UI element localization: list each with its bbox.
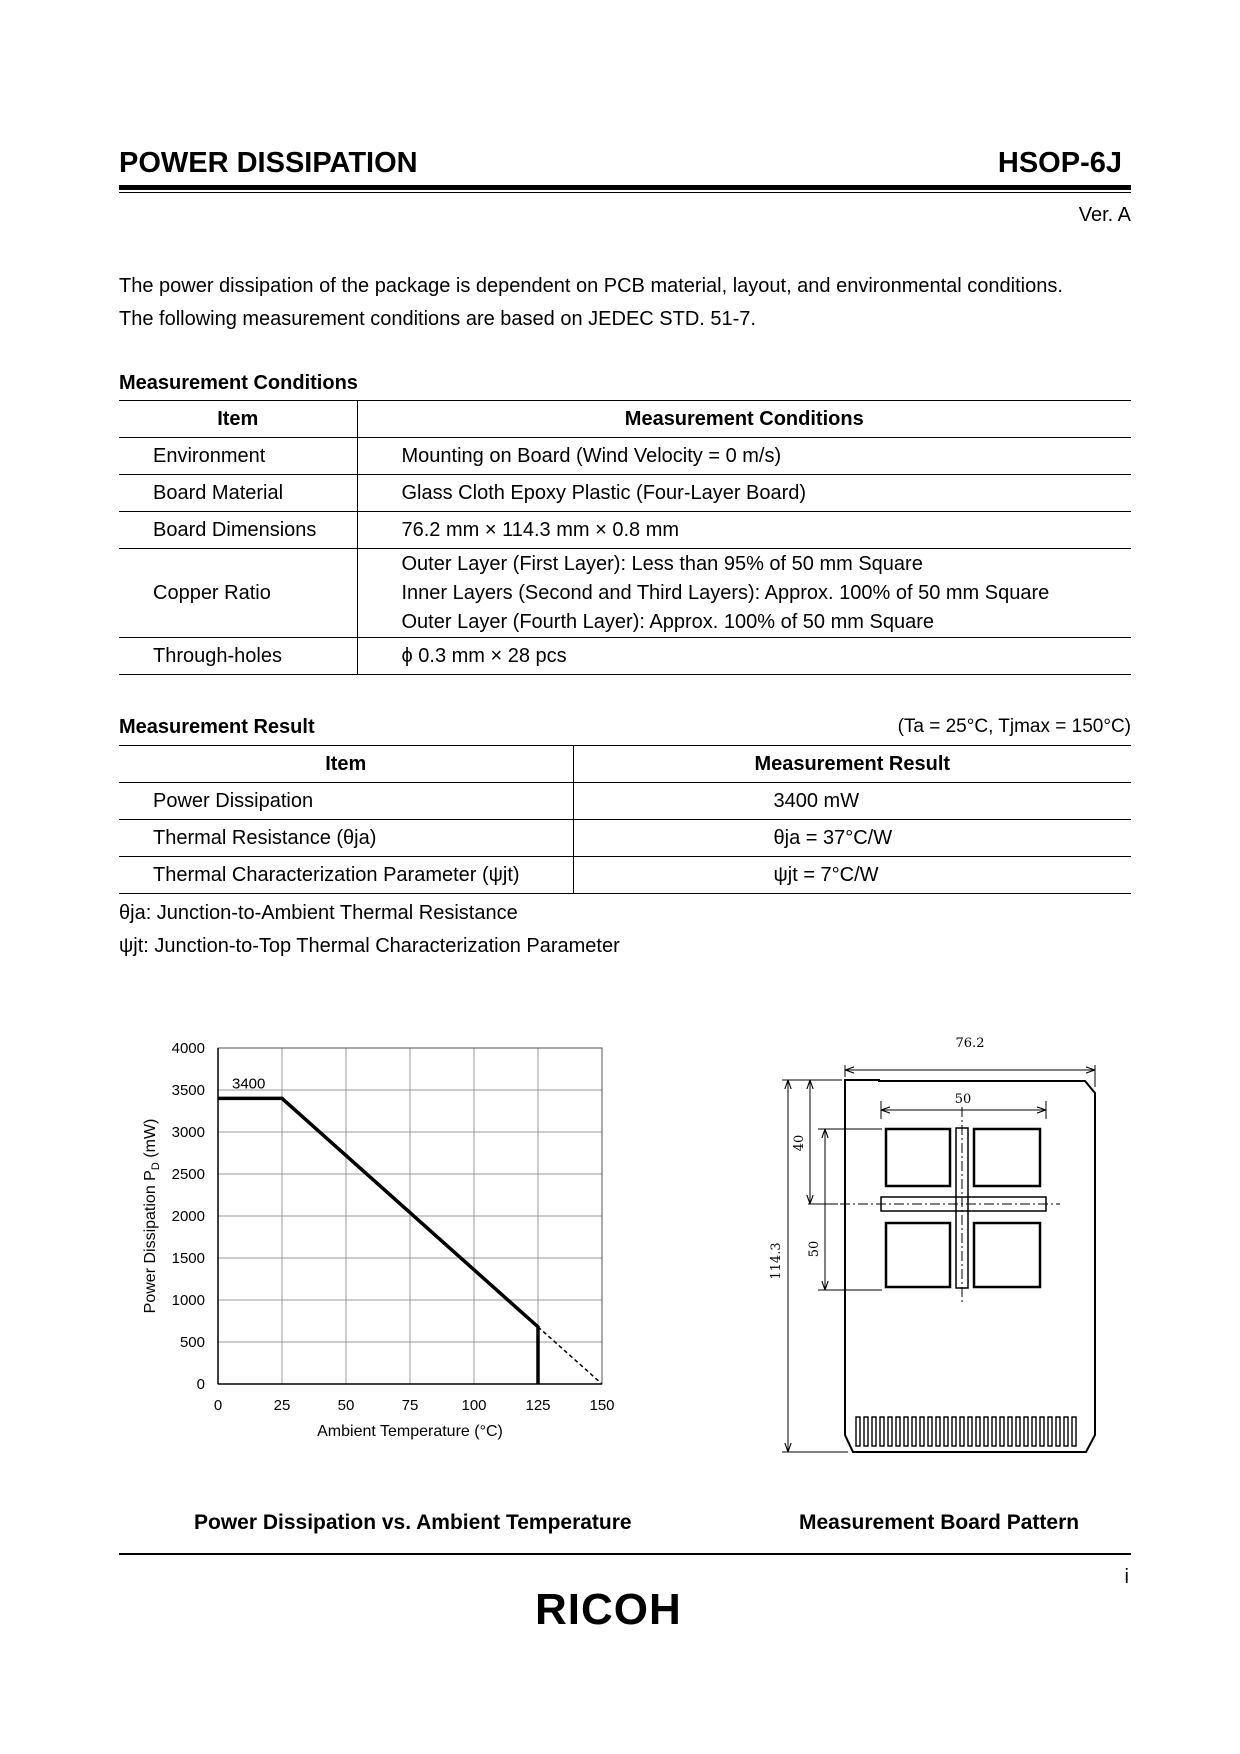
page-title: POWER DISSIPATION [119, 147, 418, 179]
row-item: Board Material [119, 475, 357, 512]
row-item: Environment [119, 438, 357, 475]
connector-finger [880, 1417, 884, 1446]
conditions-col-item: Item [119, 401, 357, 438]
ricoh-logo: RICOH [535, 1585, 682, 1634]
connector-finger [1048, 1417, 1052, 1446]
board-pattern-diagram [750, 1015, 1100, 1505]
results-col-item: Item [119, 746, 573, 783]
footnote-theta: θja: Junction-to-Ambient Thermal Resistance [119, 902, 518, 924]
connector-finger [1016, 1417, 1020, 1446]
row-value: Mounting on Board (Wind Velocity = 0 m/s) [401, 444, 782, 467]
table-row [119, 475, 1131, 512]
x-tick-label: 100 [461, 1397, 487, 1414]
y-tick-label: 500 [179, 1334, 205, 1351]
connector-finger [888, 1417, 892, 1446]
connector-finger [992, 1417, 996, 1446]
x-tick-label: 25 [273, 1397, 291, 1414]
row-item: Thermal Characterization Parameter (ψjt) [119, 857, 573, 894]
results-heading: Measurement Result [119, 716, 315, 738]
connector-finger [864, 1417, 868, 1446]
copper-square-tr [974, 1129, 1040, 1186]
x-tick-label: 150 [589, 1397, 615, 1414]
power-dissipation-chart [130, 1030, 690, 1490]
row-value [357, 549, 1131, 638]
row-item: Power Dissipation [119, 783, 573, 820]
x-tick-label: 50 [337, 1397, 355, 1414]
table-row [119, 638, 1131, 675]
chart-tick-labels [172, 1040, 615, 1414]
row-value: θja = 37°C/W [773, 826, 893, 849]
row-value: Glass Cloth Epoxy Plastic (Four-Layer Board) [401, 481, 807, 504]
footer-rule [119, 1553, 1131, 1555]
y-tick-label: 2000 [171, 1208, 205, 1225]
connector-finger [1000, 1417, 1004, 1446]
table-row [119, 549, 1131, 638]
board-outline [845, 1080, 1095, 1452]
y-tick-label: 3500 [171, 1082, 205, 1099]
row-value: ϕ 0.3 mm × 28 pcs [401, 644, 567, 667]
page-number: i [1124, 1566, 1129, 1588]
y-tick-label: 2500 [171, 1166, 205, 1183]
intro-text [119, 270, 1139, 336]
board-connector-fingers [856, 1417, 1076, 1446]
intro-line-2: The following measurement conditions are based on JEDEC STD. 51-7. [119, 308, 756, 330]
intro-line-1: The power dissipation of the package is dependent on PCB material, layout, and environmental conditions. [119, 275, 1063, 297]
connector-finger [944, 1417, 948, 1446]
connector-finger [856, 1417, 860, 1446]
y-tick-label: 0 [196, 1376, 205, 1393]
footnote-psi: ψjt: Junction-to-Top Thermal Characterization Parameter [119, 935, 620, 957]
ylabel-sub: D [150, 1162, 162, 1171]
copper-square-tl [886, 1129, 950, 1186]
row-item: Copper Ratio [119, 549, 357, 638]
chart-caption: Power Dissipation vs. Ambient Temperature [194, 1511, 632, 1534]
connector-finger [1024, 1417, 1028, 1446]
y-tick-label: 4000 [171, 1040, 205, 1057]
results-header-row [119, 746, 1131, 783]
version-label: Ver. A [1078, 204, 1131, 226]
row-value: 3400 mW [773, 789, 860, 812]
series-line-extrapolated [538, 1327, 602, 1384]
width-dimension-label: 76.2 [955, 1036, 985, 1051]
conditions-table [119, 400, 1131, 675]
connector-finger [896, 1417, 900, 1446]
chart-y-axis-label [142, 1119, 162, 1314]
connector-finger [1008, 1417, 1012, 1446]
copper-square-bl [886, 1223, 950, 1287]
connector-finger [1064, 1417, 1068, 1446]
x-tick-label: 0 [213, 1397, 223, 1414]
connector-finger [872, 1417, 876, 1446]
copper-line-1: Outer Layer (First Layer): Less than 95% of 50 mm Square [401, 552, 923, 575]
header-rule [119, 185, 1131, 190]
y-tick-label: 3000 [171, 1124, 205, 1141]
ylabel-unit: (mW) [142, 1118, 159, 1163]
connector-finger [976, 1417, 980, 1446]
row-item: Thermal Resistance (θja) [119, 820, 573, 857]
copper-line-2: Inner Layers (Second and Third Layers): Approx. 100% of 50 mm Square [401, 581, 1050, 604]
header-rule-thin [119, 192, 1131, 193]
dim-50v-label: 50 [807, 1240, 822, 1258]
dim-40-label: 40 [792, 1134, 807, 1152]
table-row [119, 438, 1131, 475]
series-line-derating [218, 1098, 538, 1384]
connector-finger [968, 1417, 972, 1446]
connector-finger [912, 1417, 916, 1446]
results-col-result: Measurement Result [754, 752, 951, 775]
connector-finger [984, 1417, 988, 1446]
ylabel-main: Power Dissipation P [142, 1170, 159, 1314]
y-tick-label: 1500 [171, 1250, 205, 1267]
row-item: Through-holes [119, 638, 357, 675]
connector-finger [904, 1417, 908, 1446]
connector-finger [1040, 1417, 1044, 1446]
row-value: 76.2 mm × 114.3 mm × 0.8 mm [401, 518, 680, 541]
connector-finger [928, 1417, 932, 1446]
table-row [119, 783, 1131, 820]
table-row [119, 857, 1131, 894]
chart-annotation: 3400 [232, 1075, 266, 1093]
conditions-col-conditions: Measurement Conditions [624, 407, 864, 430]
connector-finger [1072, 1417, 1076, 1446]
y-tick-label: 1000 [171, 1292, 205, 1309]
board-caption: Measurement Board Pattern [799, 1511, 1080, 1534]
square-dimension-label: 50 [954, 1092, 972, 1107]
height-dimension-label: 114.3 [769, 1242, 784, 1280]
connector-finger [1032, 1417, 1036, 1446]
x-tick-label: 125 [525, 1397, 551, 1414]
conditions-heading: Measurement Conditions [119, 372, 358, 394]
x-tick-label: 75 [401, 1397, 419, 1414]
chart-x-axis-label: Ambient Temperature (°C) [317, 1423, 503, 1440]
row-item: Board Dimensions [119, 512, 357, 549]
connector-finger [936, 1417, 940, 1446]
row-value: ψjt = 7°C/W [773, 863, 879, 886]
copper-line-3: Outer Layer (Fourth Layer): Approx. 100% of 50 mm Square [401, 610, 934, 633]
package-name: HSOP-6J [997, 147, 1122, 179]
connector-finger [960, 1417, 964, 1446]
connector-finger [1056, 1417, 1060, 1446]
table-row [119, 820, 1131, 857]
connector-finger [952, 1417, 956, 1446]
table-row [119, 512, 1131, 549]
conditions-header-row [119, 401, 1131, 438]
connector-finger [920, 1417, 924, 1446]
copper-square-br [974, 1223, 1040, 1287]
results-table [119, 745, 1131, 894]
results-note: (Ta = 25°C, Tjmax = 150°C) [897, 716, 1131, 737]
